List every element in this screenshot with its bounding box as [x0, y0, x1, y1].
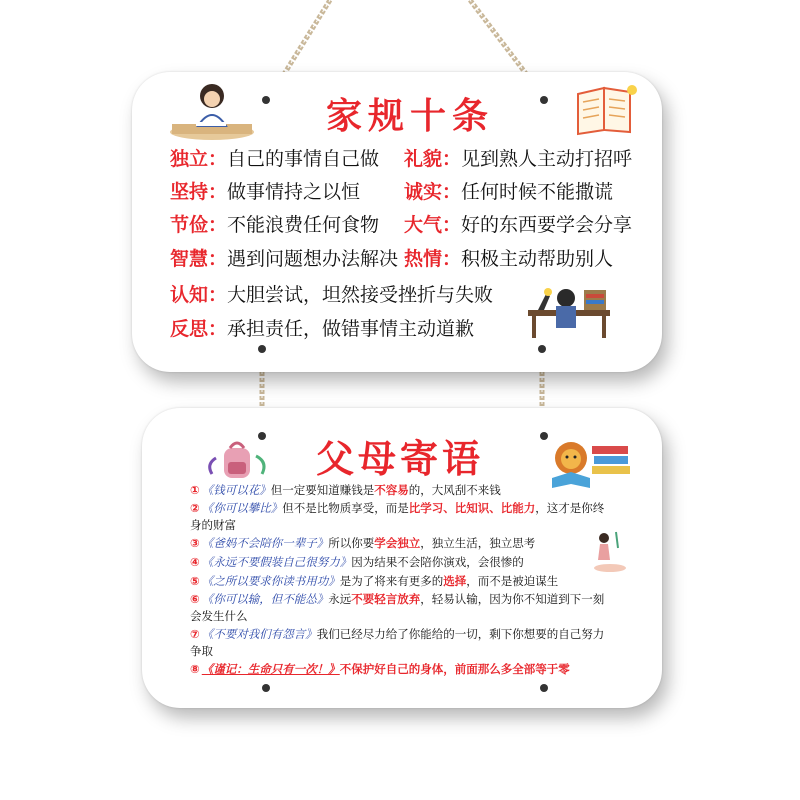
parents-message-title: 父母寄语	[315, 437, 484, 481]
rule-row	[170, 280, 493, 307]
message-number: ⑥	[190, 592, 200, 606]
message-number: ⑧	[190, 662, 200, 676]
rule-text: 见到熟人主动打招呼	[461, 148, 633, 170]
message-quote: 《你可以输，但不能怂》	[201, 592, 329, 606]
rule-text: 遇到问题想办法解决	[227, 248, 399, 270]
message-highlight: 不容易	[374, 483, 409, 497]
rule-text: 不能浪费任何食物	[227, 214, 380, 236]
rule-row	[404, 244, 613, 271]
rule-separator: ：	[208, 148, 228, 170]
rule-key: 热情	[404, 248, 443, 270]
family-rules-title: 家规十条	[325, 96, 494, 137]
rule-separator: ：	[442, 181, 462, 203]
message-number: ②	[190, 501, 200, 515]
message-item	[190, 626, 610, 660]
hole	[540, 96, 548, 104]
message-quote: 《不要对我们有怨言》	[201, 627, 317, 641]
rule-row	[170, 177, 360, 204]
message-number: ⑤	[190, 574, 200, 588]
message-text: 所以你要	[328, 536, 375, 550]
message-tail: ，这才是你终身的财富	[190, 501, 605, 532]
message-text: 因为结果不会陪你演戏，会很惨的	[351, 555, 524, 569]
rule-separator: ：	[208, 318, 228, 340]
rule-row	[404, 210, 632, 237]
message-tail: ，轻易认输，因为你不知道到下一刻会发生什么	[190, 592, 605, 623]
message-quote: 《你可以攀比》	[201, 501, 283, 515]
message-item	[190, 661, 610, 678]
message-number: ⑦	[190, 627, 200, 641]
message-text: 但不是比物质享受，而是	[282, 501, 409, 515]
message-item	[190, 535, 610, 552]
message-item	[190, 500, 610, 534]
message-item	[190, 482, 610, 499]
rule-separator: ：	[442, 248, 462, 270]
notebook-icon	[574, 84, 638, 136]
message-quote: 《爸妈不会陪你一辈子》	[201, 536, 329, 550]
rule-text: 自己的事情自己做	[227, 148, 380, 170]
book-stack-icon	[590, 440, 632, 480]
message-item	[190, 591, 610, 625]
message-highlight: 不要轻言放弃	[351, 592, 421, 606]
message-text: 是为了将来有更多的	[339, 574, 444, 588]
rule-row	[404, 177, 613, 204]
message-text: 但一定要知道赚钱是	[270, 483, 375, 497]
message-quote: 《钱可以花》	[201, 483, 271, 497]
rule-key: 认知	[170, 284, 209, 306]
hole	[540, 432, 548, 440]
desk-worker-icon	[524, 280, 614, 340]
message-item	[190, 554, 610, 571]
writing-girl-icon	[168, 82, 256, 142]
rule-key: 独立	[170, 148, 209, 170]
message-quote: 《谨记：生命只有一次！》	[201, 662, 340, 676]
message-text: 永远	[328, 592, 352, 606]
rule-separator: ：	[208, 284, 228, 306]
hole	[540, 684, 548, 692]
rule-key: 节俭	[170, 214, 209, 236]
message-highlight: 比学习、比知识、比能力	[408, 501, 536, 515]
rule-separator: ：	[442, 148, 462, 170]
rule-key: 诚实	[404, 181, 443, 203]
rule-row	[170, 244, 398, 271]
rule-row	[170, 210, 379, 237]
message-number: ④	[190, 555, 200, 569]
message-tail: 的，大风刮不来钱	[408, 483, 501, 497]
rule-text: 积极主动帮助别人	[461, 248, 614, 270]
rule-row	[170, 314, 474, 341]
rule-text: 好的东西要学会分享	[461, 214, 633, 236]
rule-key: 智慧	[170, 248, 209, 270]
message-highlight: 学会独立	[374, 536, 421, 550]
message-number: ①	[190, 483, 200, 497]
rule-key: 大气	[404, 214, 443, 236]
rule-key: 反思	[170, 318, 209, 340]
message-tail: ，而不是被迫谋生	[466, 574, 559, 588]
rule-separator: ：	[208, 214, 228, 236]
backpack-icon	[206, 436, 268, 486]
rule-separator: ：	[208, 181, 228, 203]
rule-text: 做事情持之以恒	[227, 181, 361, 203]
message-item	[190, 573, 610, 590]
hole	[538, 345, 546, 353]
rule-row	[170, 144, 379, 171]
message-text: 我们已经尽力给了你能给的一切，剩下你想要的自己努力争取	[190, 627, 605, 658]
rule-text: 承担责任，做错事情主动道歉	[227, 318, 475, 340]
rule-key: 礼貌	[404, 148, 443, 170]
message-highlight: 选择	[443, 574, 467, 588]
message-tail: ，独立生活，独立思考	[420, 536, 536, 550]
message-quote: 《之所以要求你读书用功》	[201, 574, 340, 588]
rule-separator: ：	[442, 214, 462, 236]
message-number: ③	[190, 536, 200, 550]
rule-row	[404, 144, 632, 171]
rule-text: 大胆尝试，坦然接受挫折与失败	[227, 284, 494, 306]
rule-text: 任何时候不能撒谎	[461, 181, 614, 203]
hole	[258, 345, 266, 353]
hole	[262, 684, 270, 692]
hole	[262, 96, 270, 104]
message-quote: 《永远不要假装自己很努力》	[201, 555, 352, 569]
message-text: 不保护好自己的身体，前面那么多全部等于零	[339, 662, 570, 676]
rule-key: 坚持	[170, 181, 209, 203]
rule-separator: ：	[208, 248, 228, 270]
